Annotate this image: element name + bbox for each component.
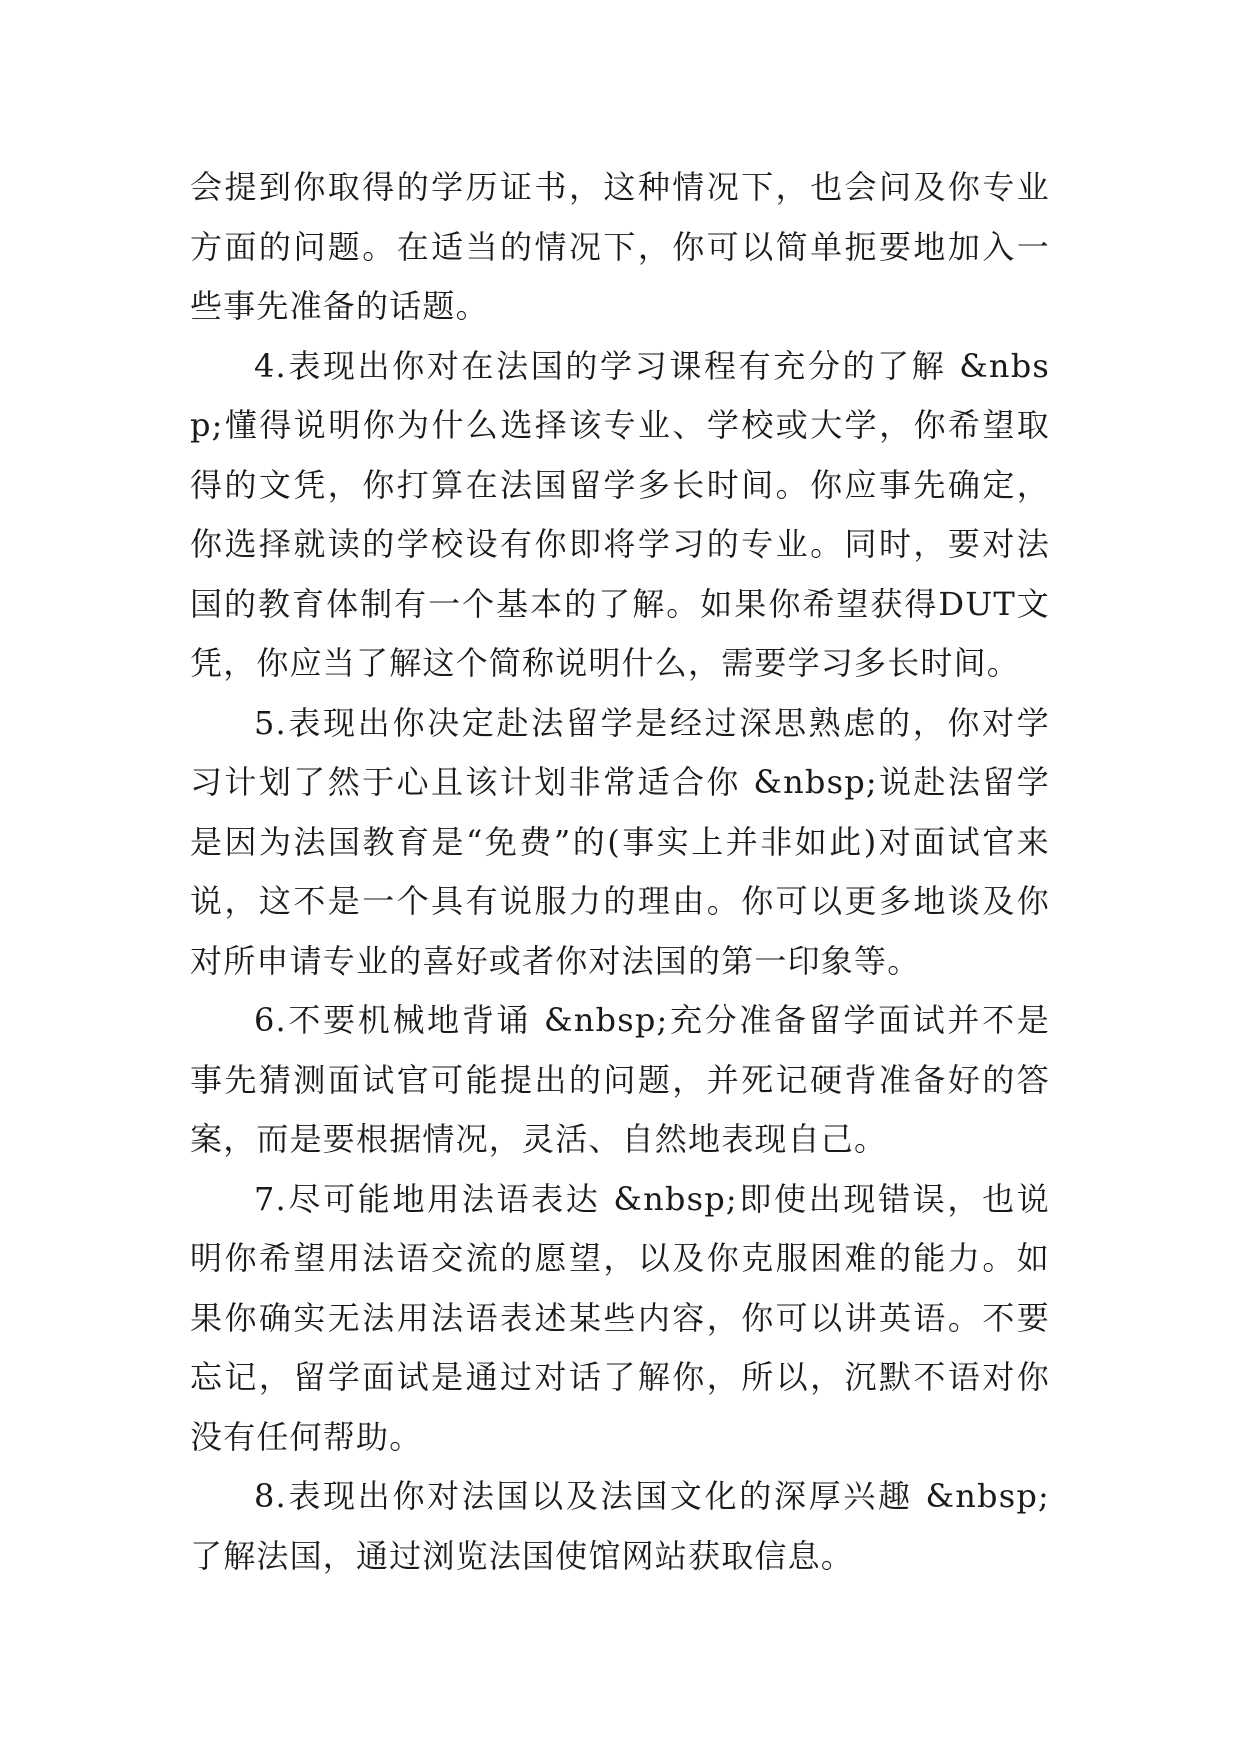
paragraph-tip-8: 8.表现出你对法国以及法国文化的深厚兴趣 &nbsp;了解法国，通过浏览法国使馆网站获取信息。 — [190, 1477, 1050, 1575]
document-body — [190, 158, 1050, 1586]
paragraph-tip-6: 6.不要机械地背诵 &nbsp;充分准备留学面试并不是事先猜测面试官可能提出的问题，并死记硬背准备好的答案，而是要根据情况，灵活、自然地表现自己。 — [190, 1001, 1050, 1158]
paragraph-tip-7: 7.尽可能地用法语表达 &nbsp;即使出现错误，也说明你希望用法语交流的愿望，以及你克服困难的能力。如果你确实无法用法语表述某些内容，你可以讲英语。不要忘记，留学面试是通过对话了解你，所以，沉默不语对你没有任何帮助。 — [190, 1179, 1050, 1456]
paragraph-tip-5: 5.表现出你决定赴法留学是经过深思熟虑的，你对学习计划了然于心且该计划非常适合你 &nbsp;说赴法留学是因为法国教育是“免费”的(事实上并非如此)对面试官来说，这不是一个具有说服力的理由。你可以更多地谈及你对所申请专业的喜好或者你对法国的第一印象等。 — [190, 703, 1050, 980]
paragraph-tip-4: 4.表现出你对在法国的学习课程有充分的了解 &nbsp;懂得说明你为什么选择该专业、学校或大学，你希望取得的文凭，你打算在法国留学多长时间。你应事先确定，你选择就读的学校设有你即将学习的专业。同时，要对法国的教育体制有一个基本的了解。如果你希望获得DUT文凭，你应当了解这个简称说明什么，需要学习多长时间。 — [190, 346, 1050, 682]
paragraph-continuation: 会提到你取得的学历证书，这种情况下，也会问及你专业方面的问题。在适当的情况下，你可以简单扼要地加入一些事先准备的话题。 — [190, 168, 1050, 325]
